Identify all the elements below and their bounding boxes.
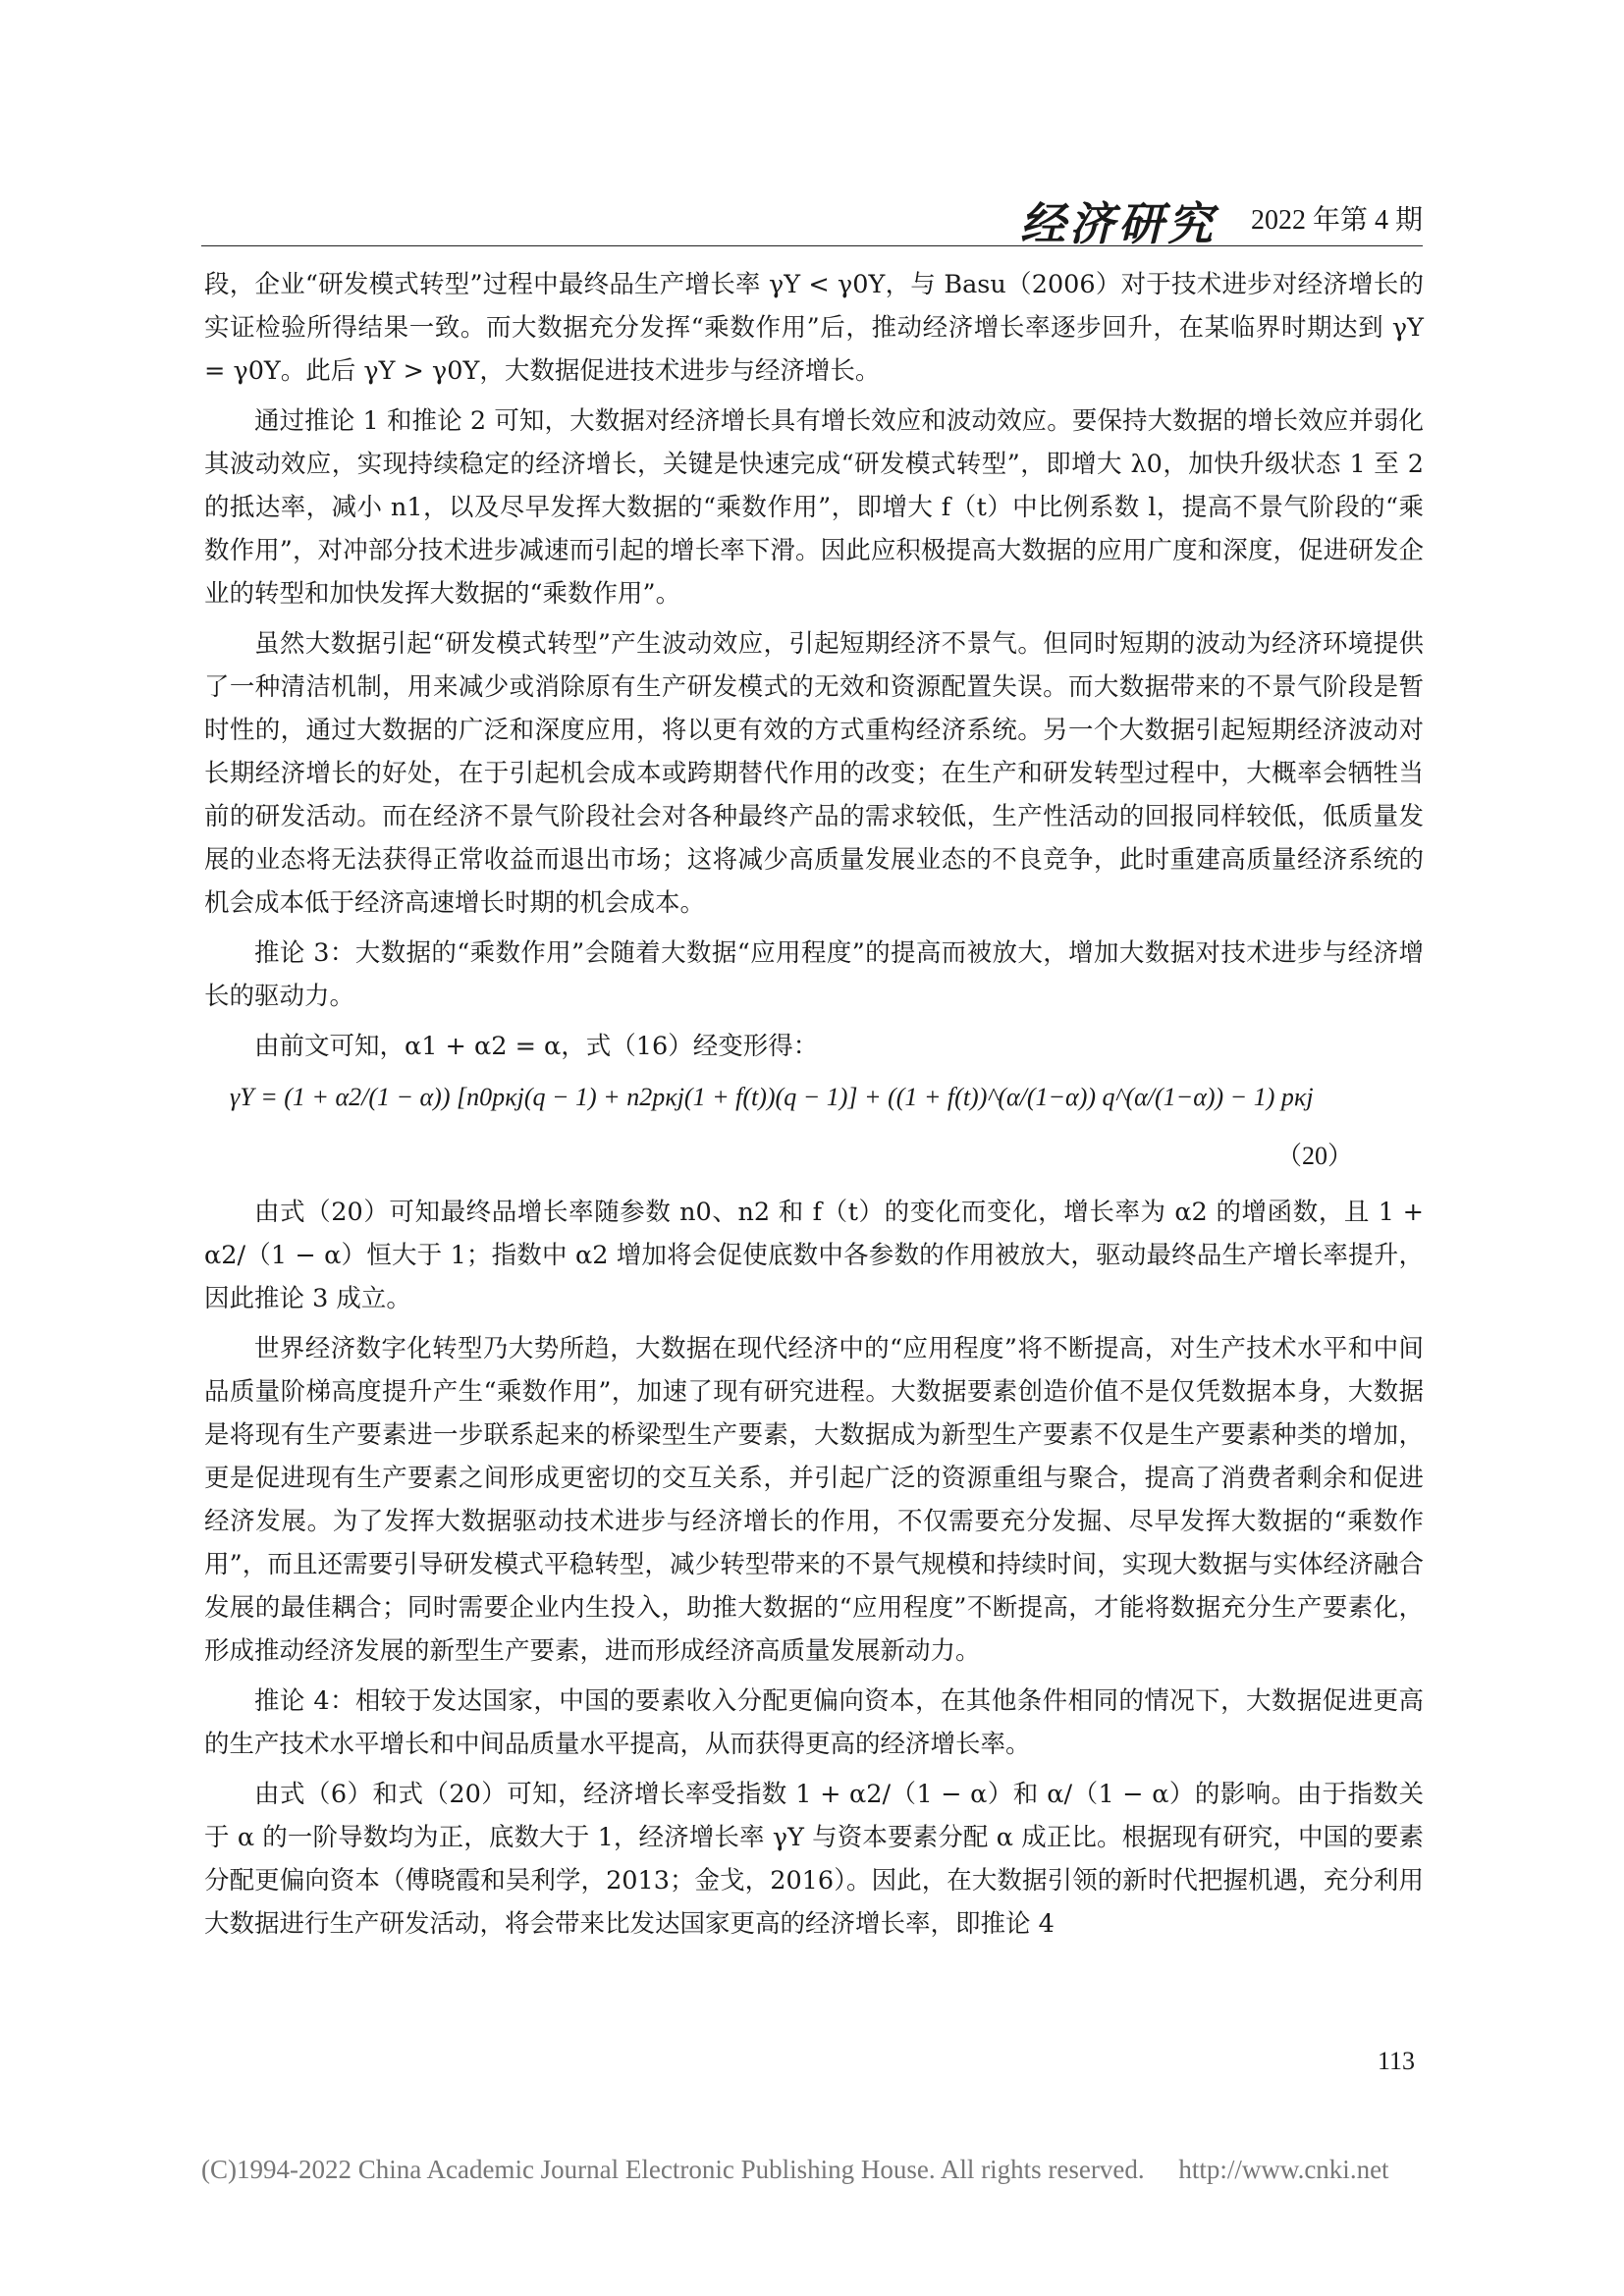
paragraph: 由式（6）和式（20）可知，经济增长率受指数 1 + α2/（1 − α）和 α/（1 − α）的影响。由于指数关于 α 的一阶导数均为正，底数大于 1，经济增长率 γY 与资本要素分配 α 成正比。根据现有研究，中国的要素分配更偏向资本（傅晓霞和吴利学，2013；金戈，2016）。因此，在大数据引领的新时代把握机遇，充分利用大数据进行生产研发活动，将会带来比发达国家更高的经济增长率，即推论 4 — [204, 1780, 1424, 1939]
page-number: 113 — [1377, 2047, 1415, 2075]
footer-url[interactable]: http://www.cnki.net — [1178, 2155, 1389, 2184]
paragraph: 虽然大数据引起“研发模式转型”产生波动效应，引起短期经济不景气。但同时短期的波动为经济环境提供了一种清洁机制，用来减少或消除原有生产研发模式的无效和资源配置失误。而大数据带来的不景气阶段是暂时性的，通过大数据的广泛和深度应用，将以更有效的方式重构经济系统。另一个大数据引起短期经济波动对长期经济增长的好处，在于引起机会成本或跨期替代作用的改变；在生产和研发转型过程中，大概率会牺牲当前的研发活动。而在经济不景气阶段社会对各种最终产品的需求较低，生产性活动的回报同样较低，低质量发展的业态将无法获得正常收益而退出市场；这将减少高质量发展业态的不良竞争，此时重建高质量经济系统的机会成本低于经济高速增长时期的机会成本。 — [204, 629, 1424, 918]
journal-logo: 经济研究 — [1020, 197, 1217, 250]
copyright-notice: (C)1994-2022 China Academic Journal Electronic Publishing House. All rights reserved. — [201, 2155, 1145, 2184]
paragraph: 段，企业“研发模式转型”过程中最终品生产增长率 γY < γ0Y，与 Basu（2006）对于技术进步对经济增长的实证检验所得结果一致。而大数据充分发挥“乘数作用”后，推动经济增长率逐步回升，在某临界时期达到 γY = γ0Y。此后 γY > γ0Y，大数据促进技术进步与经济增长。 — [204, 270, 1424, 386]
paragraph: 通过推论 1 和推论 2 可知，大数据对经济增长具有增长效应和波动效应。要保持大数据的增长效应并弱化其波动效应，实现持续稳定的经济增长，关键是快速完成“研发模式转型”，即增大 λ0，加快升级状态 1 至 2 的抵达率，减小 n1，以及尽早发挥大数据的“乘数作用”，即增大 f（t）中比例系数 l，提高不景气阶段的“乘数作用”，对冲部分技术进步减速而引起的增长率下滑。因此应积极提高大数据的应用广度和深度，促进研发企业的转型和加快发挥大数据的“乘数作用”。 — [204, 406, 1424, 609]
header-divider — [201, 245, 1423, 246]
paragraph: 世界经济数字化转型乃大势所趋，大数据在现代经济中的“应用程度”将不断提高，对生产技术水平和中间品质量阶梯高度提升产生“乘数作用”，加速了现有研究进程。大数据要素创造价值不是仅凭数据本身，大数据是将现有生产要素进一步联系起来的桥梁型生产要素，大数据成为新型生产要素不仅是生产要素种类的增加，更是促进现有生产要素之间形成更密切的交互关系，并引起广泛的资源重组与聚合，提高了消费者剩余和促进经济发展。为了发挥大数据驱动技术进步与经济增长的作用，不仅需要充分发掘、尽早发挥大数据的“乘数作用”，而且还需要引导研发模式平稳转型，减少转型带来的不景气规模和持续时间，实现大数据与实体经济融合发展的最佳耦合；同时需要企业内生投入，助推大数据的“应用程度”不断提高，才能将数据充分生产要素化，形成推动经济发展的新型生产要素，进而形成经济高质量发展新动力。 — [204, 1334, 1424, 1666]
issue-label: 2022 年第 4 期 — [1250, 205, 1423, 236]
paragraph: 推论 4：相较于发达国家，中国的要素收入分配更偏向资本，在其他条件相同的情况下，大数据促进更高的生产技术水平增长和中间品质量水平提高，从而获得更高的经济增长率。 — [204, 1686, 1424, 1759]
equation-number: （20） — [1276, 1142, 1354, 1170]
paragraph: 由式（20）可知最终品增长率随参数 n0、n2 和 f（t）的变化而变化，增长率为 α2 的增函数，且 1 + α2/（1 − α）恒大于 1；指数中 α2 增加将会促使底数中各参数的作用被放大，驱动最终品生产增长率提升，因此推论 3 成立。 — [204, 1198, 1424, 1313]
paragraph: 推论 3：大数据的“乘数作用”会随着大数据“应用程度”的提高而被放大，增加大数据对技术进步与经济增长的驱动力。 — [204, 938, 1424, 1011]
paragraph: 由前文可知，α1 + α2 = α，式（16）经变形得： — [254, 1032, 819, 1061]
footer — [201, 2155, 1429, 2185]
page-header — [201, 188, 1423, 250]
equation-20: γY = (1 + α2/(1 − α)) [n0pκj(q − 1) + n2pκj(1 + f(t))(q − 1)] + ((1 + f(t))^(α/(1−α)) q^(α/(1−α)) − 1) pκj — [230, 1083, 1314, 1111]
